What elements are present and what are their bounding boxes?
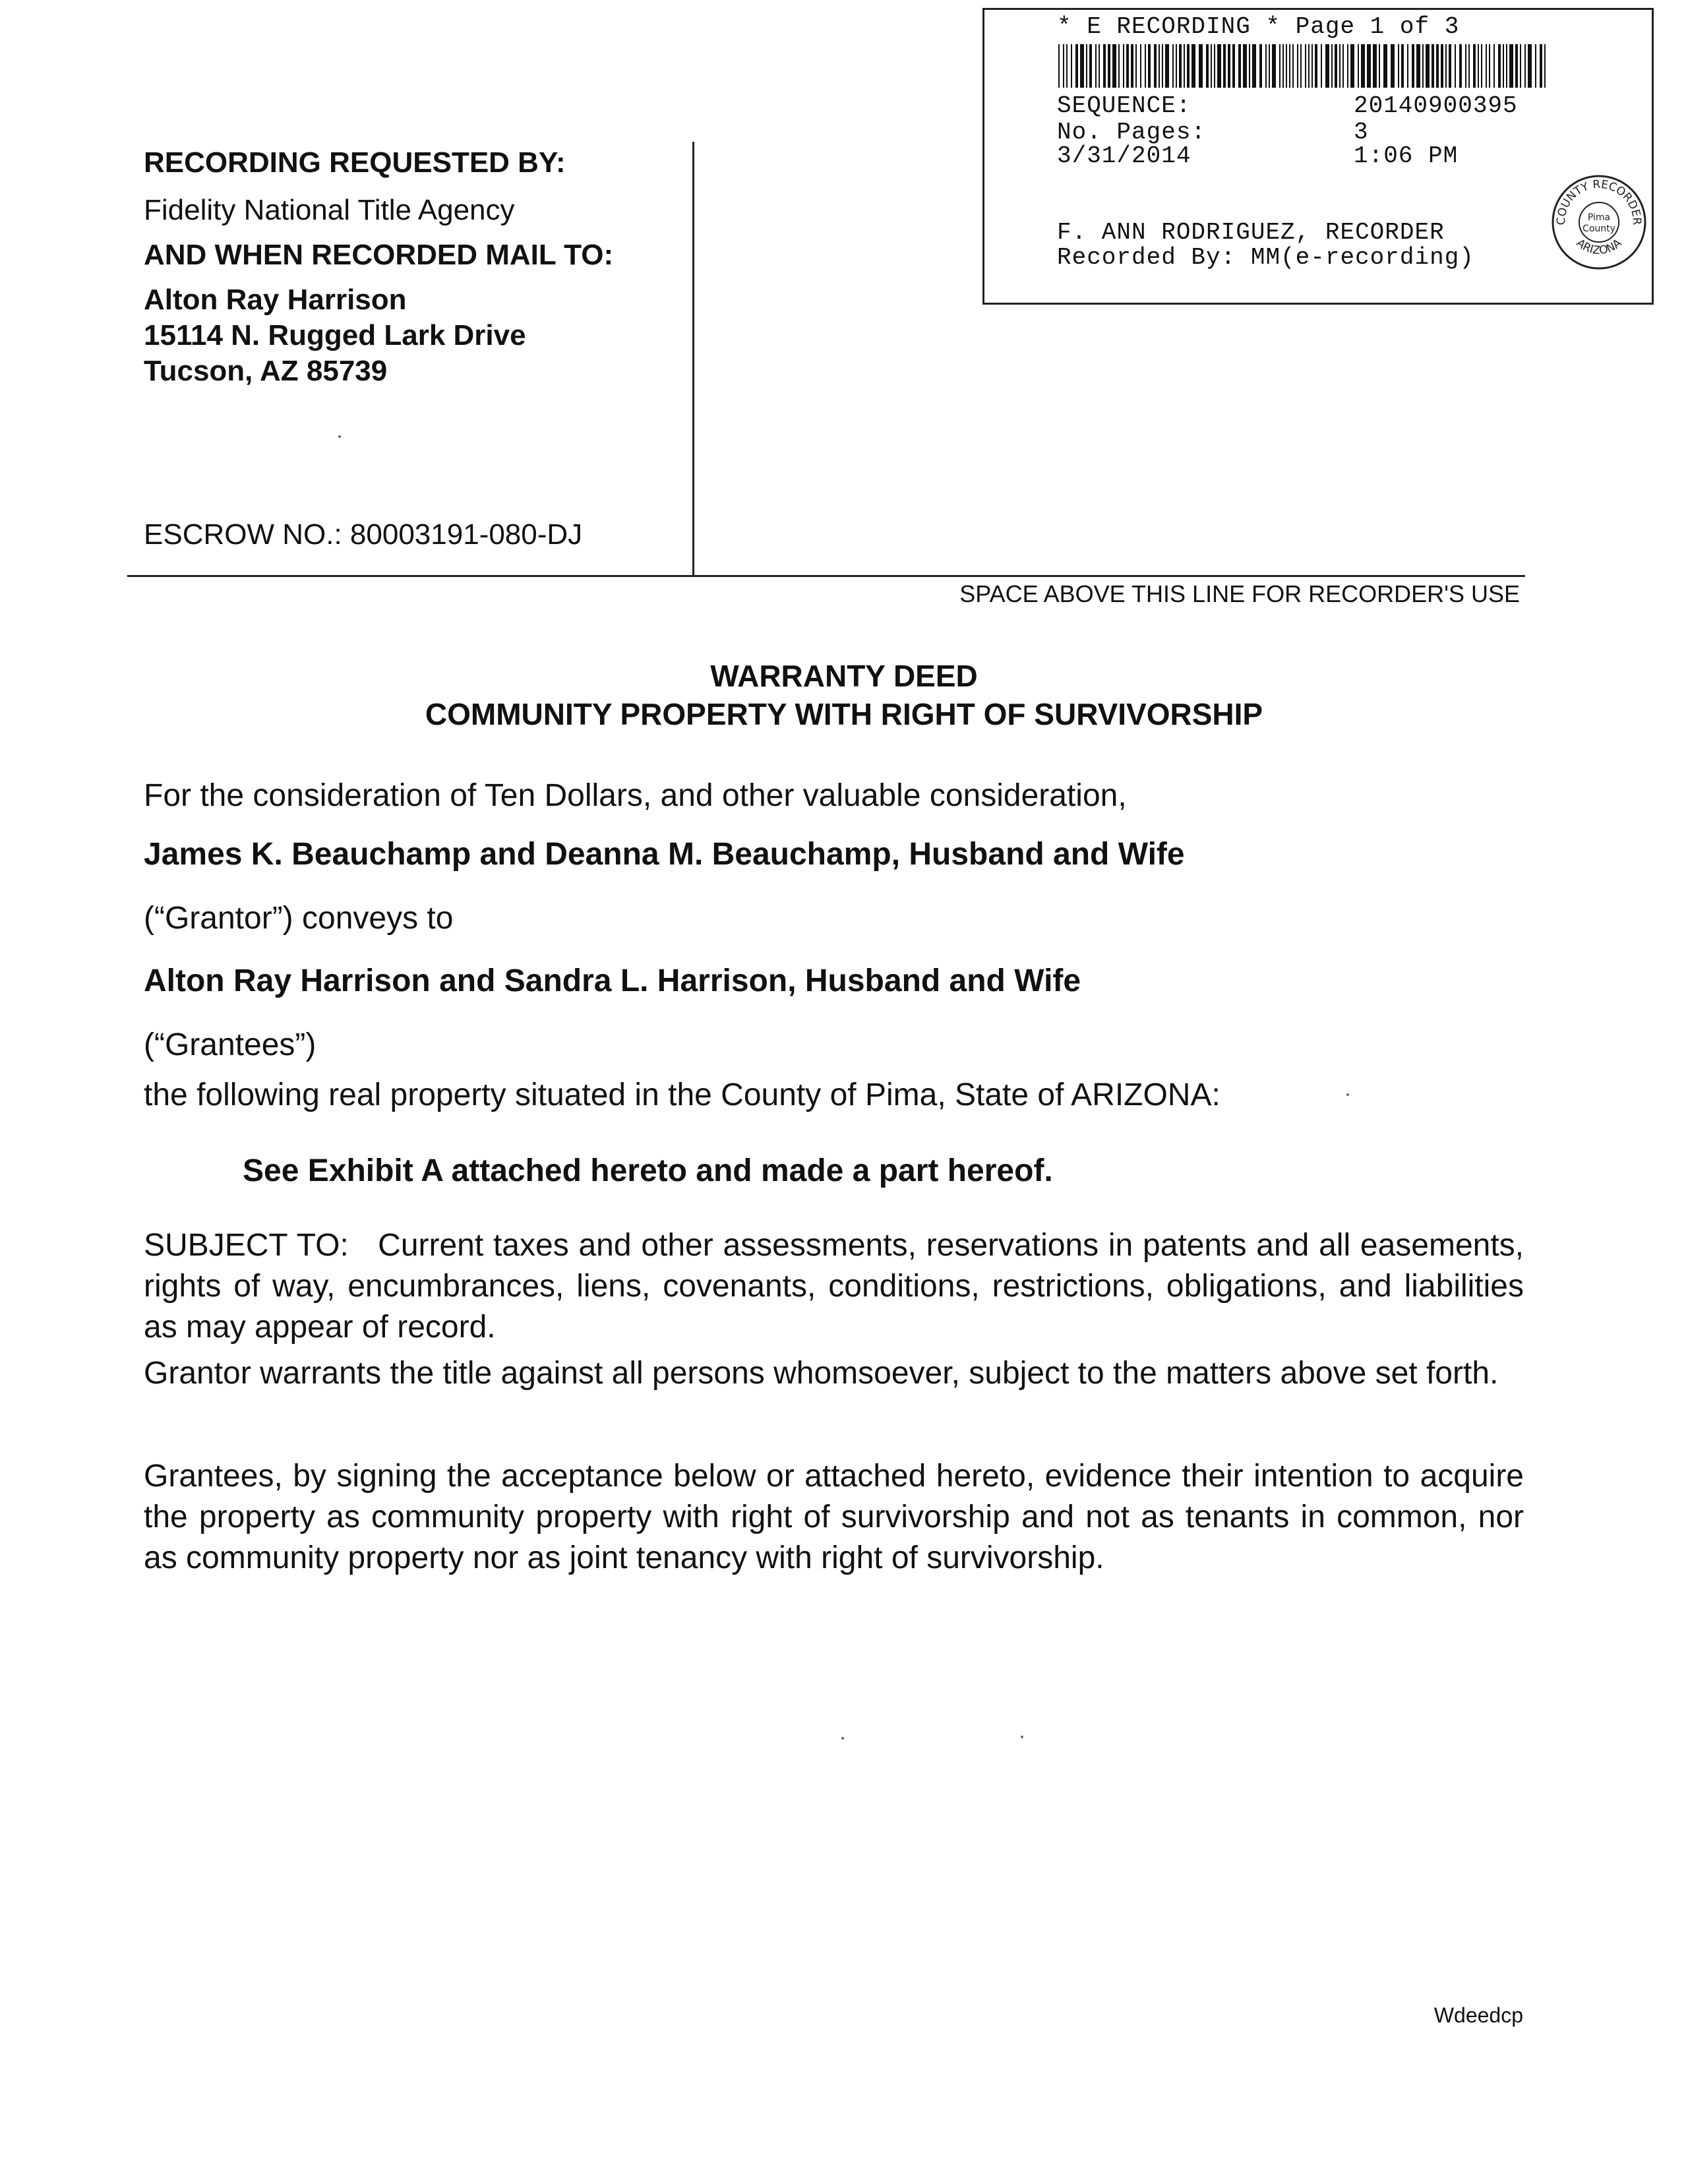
barcode-bar [1184,44,1185,88]
barcode-bar [1455,44,1456,88]
barcode-bar [1422,44,1424,88]
barcode-bar [1232,44,1235,88]
mail-to-label: AND WHEN RECORDED MAIL TO: [144,239,614,271]
barcode-bar [1436,44,1439,88]
barcode-bar [1325,44,1329,88]
scan-speck [841,1737,844,1740]
barcode-bar [1540,44,1542,88]
barcode-bar [1311,44,1313,88]
recorder-stamp-box [982,8,1654,305]
sequence-label: SEQUENCE: [1057,92,1191,119]
barcode-bar [1473,44,1476,88]
mail-to-name: Alton Ray Harrison [144,284,407,316]
barcode-bar [1154,44,1157,88]
barcode-bar [1279,44,1281,88]
barcode-bar [1165,44,1169,88]
barcode-bar [1123,44,1124,88]
barcode-bar [1063,44,1064,88]
barcode-bar [1135,44,1137,88]
subject-to-paragraph [144,1225,1524,1348]
barcode-bar [1259,44,1262,88]
deed-title: WARRANTY DEED [710,659,978,693]
barcode-bar [1383,44,1387,88]
barcode-bar [1342,44,1344,88]
stamp-header: * E RECORDING * Page 1 of 3 [1057,13,1460,40]
mail-to-city: Tucson, AZ 85739 [144,355,388,387]
barcode-bar [1373,44,1377,88]
barcode-bar [1524,44,1526,88]
barcode-bar [1172,44,1174,88]
barcode-bar [1289,44,1290,88]
escrow-label: ESCROW NO.: [144,518,342,551]
subject-to-label: SUBJECT TO: [144,1228,349,1263]
barcode-bar [1361,44,1365,88]
barcode-bar [1148,44,1151,88]
barcode-bar [1489,44,1490,88]
barcode-bar [1445,44,1447,88]
recorded-by: Recorded By: MM(e-recording) [1057,244,1474,271]
form-code: Wdeedcp [1433,2003,1523,2027]
barcode-bar [1265,44,1267,88]
barcode-bar [1544,44,1546,88]
barcode-bar [1086,44,1087,88]
mail-to-street: 15114 N. Rugged Lark Drive [144,319,526,351]
barcode-bar [1095,44,1097,88]
barcode-bar [1465,44,1466,88]
seal-center-1: Pima [1587,212,1611,223]
barcode-bar [1118,44,1120,88]
barcode-bar [1520,44,1521,88]
barcode-bar [1449,44,1451,88]
barcode-image [1058,44,1546,88]
record-time: 1:06 PM [1354,142,1459,169]
acceptance-paragraph: Grantees, by signing the acceptance below or attached hereto, evidence their intention to acquire the property as community property with right of survivorship and not as tenants in common, nor as community property nor as joint tenancy with right of survivorship. [144,1459,1524,1575]
barcode-bar [1468,44,1470,88]
grantees-label: (“Grantees”) [144,1027,316,1062]
barcode-bar [1412,44,1414,88]
barcode-bar [1498,44,1501,88]
barcode-bar [1103,44,1106,88]
barcode-bar [1199,44,1203,88]
barcode-bar [1282,44,1284,88]
barcode-bar [1075,44,1078,88]
barcode-bar [1269,44,1270,88]
barcode-bar [1493,44,1495,88]
subject-to-text: Current taxes and other assessments, reservations in patents and all easements, rights of way, encumbrances, liens, covenants, conditions, restrictions, obligations, and liabilities as may appear of record. [144,1228,1524,1345]
barcode-bar [1217,44,1221,88]
barcode-bar [1506,44,1507,88]
barcode-bar [1535,44,1536,88]
seal-center-2: County [1582,224,1615,234]
barcode-bar [1108,44,1110,88]
barcode-bar [1223,44,1226,88]
barcode-bar [1401,44,1404,88]
escrow-line [144,518,582,551]
header-vertical-divider [692,142,694,576]
recorder-space-note: SPACE ABOVE THIS LINE FOR RECORDER'S USE [959,580,1520,607]
recorder-name: F. ANN RODRIGUEZ, RECORDER [1057,219,1445,246]
barcode-bar [1243,44,1247,88]
record-date: 3/31/2014 [1057,142,1191,169]
barcode-bar [1481,44,1482,88]
barcode-bar [1486,44,1487,88]
barcode-bar [1315,44,1317,88]
barcode-bar [1335,44,1337,88]
barcode-bar [1228,44,1230,88]
county-recorder-seal [1550,173,1648,271]
barcode-bar [1515,44,1518,88]
barcode-bar [1426,44,1430,88]
scan-speck [338,435,341,438]
barcode-bar [1503,44,1504,88]
barcode-bar [1145,44,1146,88]
barcode-bar [1321,44,1322,88]
barcode-bar [1509,44,1513,88]
barcode-bar [1252,44,1256,88]
pages-value: 3 [1354,119,1369,146]
grantee-names: Alton Ray Harrison and Sandra L. Harrison, Husband and Wife [144,963,1081,998]
barcode-bar [1140,44,1141,88]
barcode-bar [1249,44,1250,88]
barcode-bar [1347,44,1348,88]
warranty-paragraph: Grantor warrants the title against all persons whomsoever, subject to the matters above set forth. [144,1356,1499,1391]
barcode-bar [1080,44,1084,88]
grantor-names: James K. Beauchamp and Deanna M. Beauchamp, Husband and Wife [144,837,1185,872]
seal-top-text: COUNTY RECORDER [1554,177,1644,226]
barcode-bar [1272,44,1276,88]
barcode-bar [1478,44,1479,88]
barcode-bar [1416,44,1420,88]
exhibit-reference: See Exhibit A attached hereto and made a part hereof. [243,1153,1053,1188]
requested-by-name: Fidelity National Title Agency [144,194,515,226]
grantor-conveys: (“Grantor”) conveys to [144,901,454,936]
barcode-bar [1441,44,1443,88]
barcode-bar [1066,44,1068,88]
barcode-bar [1211,44,1212,88]
recorder-space-divider [127,575,1525,577]
barcode-bar [1099,44,1100,88]
barcode-bar [1358,44,1359,88]
barcode-bar [1071,44,1072,88]
barcode-bar [1407,44,1408,88]
barcode-bar [1379,44,1380,88]
barcode-bar [1339,44,1341,88]
barcode-bar [1179,44,1182,88]
barcode-bar [1391,44,1395,88]
barcode-bar [1305,44,1306,88]
pages-label: No. Pages: [1057,119,1207,146]
barcode-bar [1459,44,1462,88]
barcode-bar [1187,44,1190,88]
barcode-bar [1432,44,1434,88]
barcode-bar [1214,44,1215,88]
deed-subtitle: COMMUNITY PROPERTY WITH RIGHT OF SURVIVORSHIP [425,697,1263,731]
scan-speck [1021,1736,1023,1738]
barcode-bar [1331,44,1333,88]
scan-speck [1346,1093,1349,1096]
barcode-bar [1162,44,1163,88]
barcode-bar [1308,44,1310,88]
barcode-bar [1206,44,1209,88]
barcode-bar [1176,44,1177,88]
barcode-bar [1089,44,1092,88]
sequence-value: 20140900395 [1354,92,1518,119]
barcode-bar [1350,44,1354,88]
barcode-bar [1297,44,1298,88]
barcode-bar [1398,44,1399,88]
svg-text:ARIZONA [1574,236,1625,257]
seal-bottom-text: ARIZONA [1573,236,1625,258]
barcode-bar [1528,44,1532,88]
escrow-number: 80003191-080-DJ [349,518,583,551]
recording-requested-by-label: RECORDING REQUESTED BY: [144,146,566,179]
barcode-bar [1131,44,1133,88]
barcode-bar [1058,44,1060,88]
barcode-bar [1126,44,1129,88]
property-location: the following real property situated in the County of Pima, State of ARIZONA: [144,1077,1221,1112]
barcode-bar [1112,44,1116,88]
barcode-bar [1191,44,1195,88]
barcode-bar [1286,44,1287,88]
barcode-bar [1367,44,1371,88]
barcode-bar [1300,44,1302,88]
barcode-bar [1159,44,1160,88]
consideration-text: For the consideration of Ten Dollars, and other valuable consideration, [144,778,1127,813]
barcode-bar [1238,44,1241,88]
barcode-bar [1292,44,1294,88]
